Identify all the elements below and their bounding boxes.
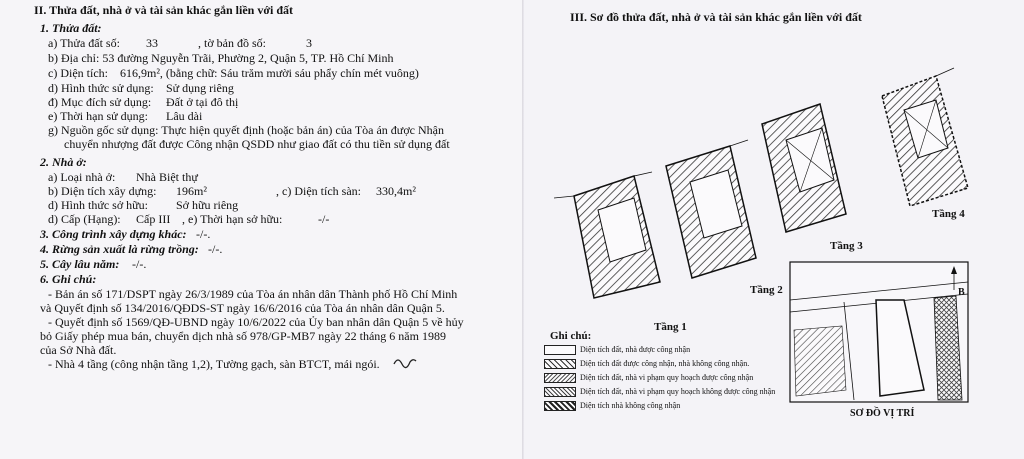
floor-1-label: Tầng 1 (654, 321, 687, 333)
item-3-label: 3. Công trình xây dựng khác: (40, 227, 187, 241)
location-map (790, 262, 968, 402)
usage-term-value: Lâu dài (166, 109, 203, 123)
origin-line-2: chuyển nhượng đất được Công nhận QSDD như giao đất có thu tiền sử dụng đất (64, 137, 450, 151)
item-6-label: 6. Ghi chú: (40, 272, 97, 286)
floor-4-plan (882, 68, 968, 206)
note-line: - Bản án số 171/DSPT ngày 26/3/1989 của Tòa án nhân dân Thành phố Hồ Chí Minh (48, 287, 458, 301)
location-mark: B (958, 287, 965, 298)
legend-swatch-icon (544, 359, 576, 369)
area-label: c) Diện tích: (48, 66, 108, 80)
map-sheet-value: 3 (306, 36, 312, 50)
item-4-label: 4. Rừng sản xuất là rừng trồng: (40, 242, 199, 256)
legend-item: Diện tích đất, nhà vi phạm quy hoạch không được công nhận (544, 387, 775, 397)
legend-swatch-icon (544, 387, 576, 397)
address-line: b) Địa chỉ: 53 đường Nguyễn Trãi, Phường 2, Quận 5, TP. Hồ Chí Minh (48, 51, 394, 65)
usage-term-label: e) Thời hạn sử dụng: (48, 109, 148, 123)
parcel-number-value: 33 (146, 36, 158, 50)
item-5-value: -/-. (132, 257, 147, 271)
ownership-label: d) Hình thức sở hữu: (48, 198, 149, 212)
legend-item: Diện tích đất, nhà được công nhận (544, 345, 690, 355)
legend-item: Diện tích đất, nhà vi phạm quy hoạch được công nhận (544, 373, 753, 383)
grade-label: d) Cấp (Hạng): (48, 212, 121, 226)
item-4-value: -/-. (208, 242, 223, 256)
ownership-term-label: , e) Thời hạn sở hữu: (182, 212, 283, 226)
parcel-number-label: a) Thửa đất số: (48, 36, 120, 50)
legend-title: Ghi chú: (550, 330, 592, 342)
floor-3-plan (762, 104, 846, 232)
ownership-term-value: -/- (318, 212, 330, 226)
legend-item: Diện tích nhà không công nhận (544, 401, 680, 411)
floor-area-label: , c) Diện tích sàn: (276, 184, 361, 198)
origin-line-1: g) Nguồn gốc sử dụng: Thực hiện quyết định (hoặc bản án) của Tòa án được Nhận (48, 123, 444, 137)
item-3-value: -/-. (196, 227, 211, 241)
note-line: - Nhà 4 tầng (công nhận tầng 1,2), Tường gạch, sàn BTCT, mái ngói. (48, 357, 380, 371)
note-line: - Quyết định số 1569/QĐ-UBND ngày 10/6/2022 của Ủy ban nhân dân Quận 5 về hủy (48, 315, 464, 329)
right-page (524, 0, 1024, 459)
legend-swatch-icon (544, 373, 576, 383)
note-line: của Sở Nhà đất. (40, 343, 117, 357)
legend-item: Diện tích đất được công nhận, nhà không công nhận. (544, 359, 749, 369)
land-heading: 1. Thửa đất: (40, 21, 102, 35)
map-sheet-label: , tờ bản đồ số: (198, 36, 267, 50)
house-heading: 2. Nhà ở: (40, 155, 87, 169)
floor-2-label: Tầng 2 (750, 284, 783, 296)
area-value: 616,9m², (bằng chữ: Sáu trăm mười sáu phẩy chín mét vuông) (120, 66, 419, 80)
grade-value: Cấp III (136, 212, 171, 226)
house-type-value: Nhà Biệt thự (136, 170, 198, 184)
legend-swatch-icon (544, 401, 576, 411)
usage-form-label: d) Hình thức sử dụng: (48, 81, 154, 95)
item-5-label: 5. Cây lâu năm: (40, 257, 120, 271)
floor-area-value: 330,4m² (376, 184, 416, 198)
usage-purpose-value: Đất ở tại đô thị (166, 95, 239, 109)
usage-purpose-label: đ) Mục đích sử dụng: (48, 95, 152, 109)
floor-1-plan (554, 172, 660, 298)
floor-3-label: Tầng 3 (830, 240, 863, 252)
build-area-value: 196m² (176, 184, 207, 198)
house-type-label: a) Loại nhà ở: (48, 170, 116, 184)
initials-scribble-icon (392, 352, 418, 370)
section-title-iii: III. Sơ đồ thửa đất, nhà ở và tài sản khác gắn liền với đất (570, 10, 862, 24)
legend-swatch-icon (544, 345, 576, 355)
floor-4-label: Tầng 4 (932, 208, 965, 220)
usage-form-value: Sử dụng riêng (166, 81, 234, 95)
note-line: và Quyết định số 134/2016/QĐDS-ST ngày 16/6/2016 của Tòa án nhân dân Quận 5. (40, 301, 445, 315)
section-title-ii: II. Thửa đất, nhà ở và tài sản khác gắn liền với đất (34, 3, 294, 17)
floor-2-plan (666, 140, 756, 278)
ownership-value: Sở hữu riêng (176, 198, 239, 212)
build-area-label: b) Diện tích xây dựng: (48, 184, 157, 198)
note-line: bỏ Giấy phép mua bán, chuyển dịch nhà số 978/GP-MB7 ngày 22 tháng 6 năm 1989 (40, 329, 446, 343)
location-map-label: SƠ ĐỒ VỊ TRÍ (850, 408, 915, 419)
